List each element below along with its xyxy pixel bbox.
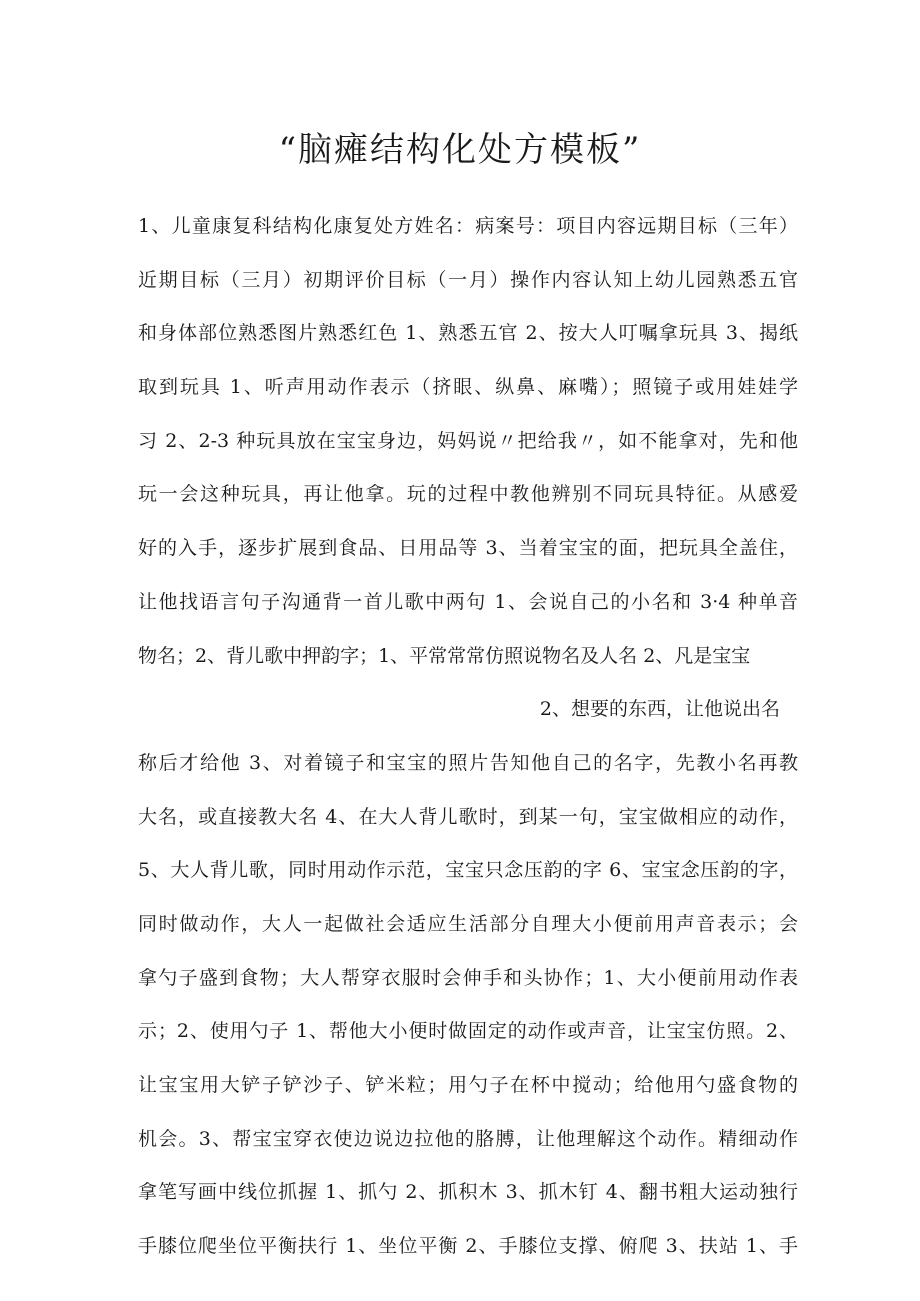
body-line: 示；2、使用勺子 1、帮他大小便时做固定的动作或声音，让宝宝仿照。2、	[138, 1020, 798, 1043]
body-line: 取到玩具 1、听声用动作表示（挤眼、纵鼻、麻嘴）；照镜子或用娃娃学	[138, 376, 798, 399]
body-line: 好的入手，逐步扩展到食品、日用品等 3、当着宝宝的面，把玩具全盖住，	[138, 537, 798, 560]
body-line: 手膝位爬坐位平衡扶行 1、坐位平衡 2、手膝位支撑、俯爬 3、扶站 1、手	[138, 1235, 798, 1258]
body-line: 拿勺子盛到食物；大人帮穿衣服时会伸手和头协作；1、大小便前用动作表	[138, 966, 798, 989]
body-line: 习 2、2-3 种玩具放在宝宝身边，妈妈说〃把给我〃，如不能拿对，先和他	[138, 429, 798, 452]
body-line: 和身体部位熟悉图片熟悉红色 1、熟悉五官 2、按大人叮嘱拿玩具 3、揭纸	[138, 322, 798, 345]
body-line: 让他找语言句子沟通背一首儿歌中两句 1、会说自己的小名和 3·4 种单音	[138, 590, 798, 613]
body-line-right-aligned: 2、想要的东西，让他说出名	[539, 698, 780, 721]
body-line: 拿笔写画中线位抓握 1、抓勺 2、抓积木 3、抓木钉 4、翻书粗大运动独行	[138, 1181, 798, 1204]
body-line: 同时做动作，大人一起做社会适应生活部分自理大小便前用声音表示；会	[138, 912, 798, 935]
body-line: 大名，或直接教大名 4、在大人背儿歌时，到某一句，宝宝做相应的动作，	[138, 805, 798, 828]
body-line: 机会。3、帮宝宝穿衣使边说边拉他的胳膊，让他理解这个动作。精细动作	[138, 1127, 798, 1150]
document-title: “脑瘫结构化处方模板”	[278, 130, 642, 170]
body-line: 近期目标（三月）初期评价目标（一月）操作内容认知上幼儿园熟悉五官	[138, 268, 798, 291]
body-line: 5、大人背儿歌，同时用动作示范，宝宝只念压韵的字 6、宝宝念压韵的字，	[138, 859, 798, 882]
document-body	[138, 208, 798, 1282]
body-line: 玩一会这种玩具，再让他拿。玩的过程中教他辨别不同玩具特征。从感爱	[138, 483, 798, 506]
body-line: 称后才给他 3、对着镜子和宝宝的照片告知他自己的名字，先教小名再教	[138, 751, 798, 774]
body-line: 1、儿童康复科结构化康复处方姓名：病案号：项目内容远期目标（三年）	[138, 215, 798, 237]
body-line: 物名；2、背儿歌中押韵字；1、平常常常仿照说物名及人名 2、凡是宝宝	[138, 644, 751, 667]
body-line: 让宝宝用大铲子铲沙子、铲米粒；用勺子在杯中搅动；给他用勺盛食物的	[138, 1074, 798, 1096]
